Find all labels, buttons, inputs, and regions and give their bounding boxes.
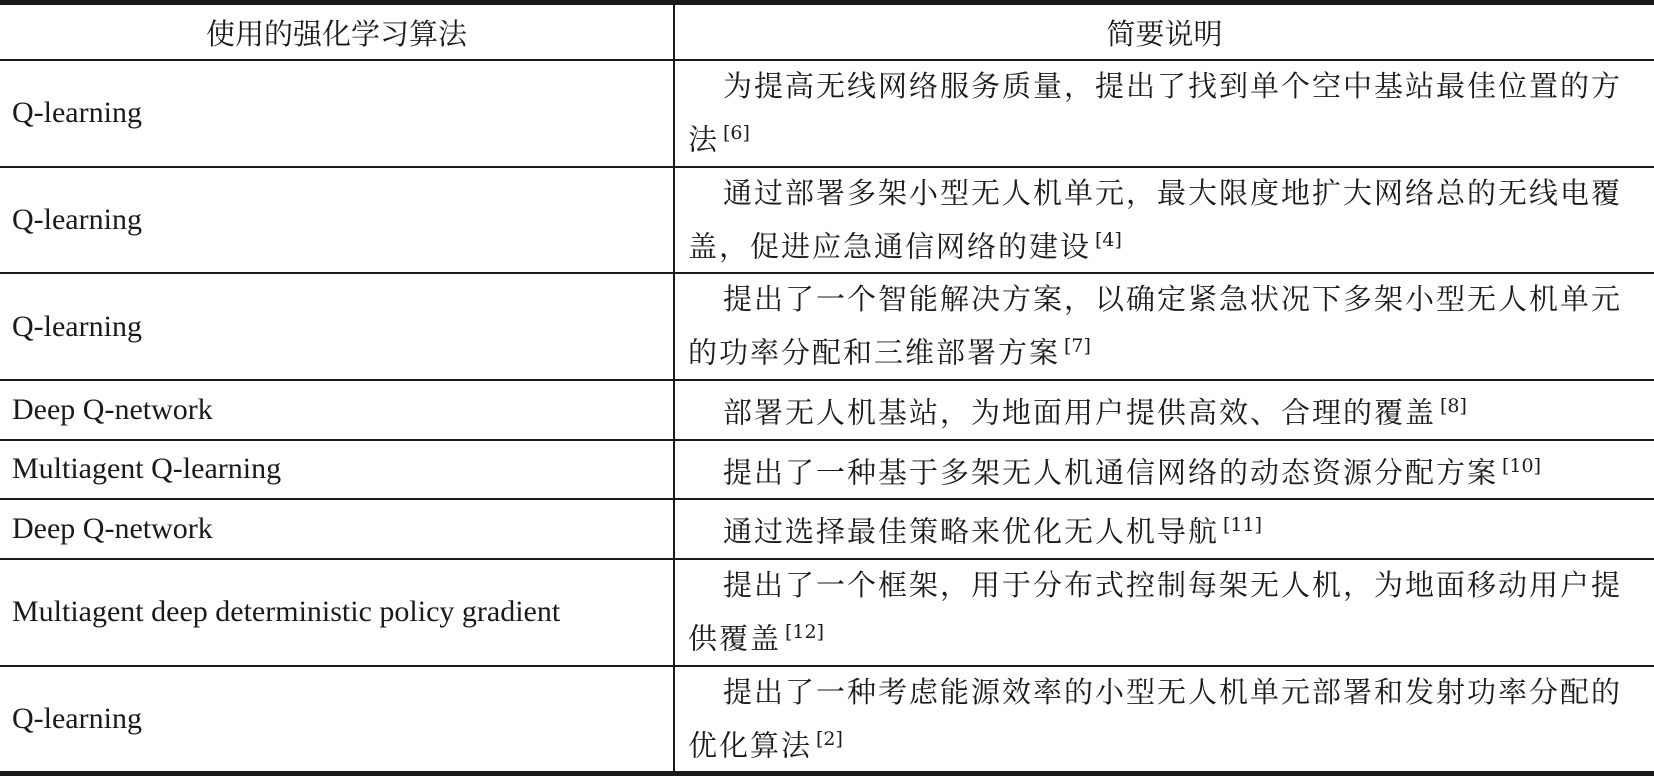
description-text: 提出了一种基于多架无人机通信网络的动态资源分配方案 [723, 455, 1499, 490]
table-row [0, 273, 1654, 380]
description-text: 提出了一个智能解决方案，以确定紧急状况下多架小型无人机单元的功率分配和三维部署方案 [688, 282, 1623, 370]
reference-mark: [12] [785, 620, 825, 643]
reference-mark: [8] [1440, 394, 1467, 417]
table-row [0, 60, 1654, 167]
algorithm-cell: Q-learning [0, 666, 674, 774]
description-text: 部署无人机基站，为地面用户提供高效、合理的覆盖 [723, 395, 1437, 430]
algorithm-cell: Deep Q-network [0, 380, 674, 440]
description-text: 通过选择最佳策略来优化无人机导航 [723, 514, 1220, 549]
table-row [0, 380, 1654, 440]
description-cell [674, 380, 1654, 440]
header-row [0, 3, 1654, 61]
table-row [0, 559, 1654, 666]
description-cell [674, 273, 1654, 380]
reference-mark: [2] [816, 727, 843, 750]
table-row [0, 440, 1654, 500]
reference-mark: [7] [1064, 335, 1091, 358]
description-cell [674, 499, 1654, 559]
reference-mark: [10] [1502, 454, 1542, 477]
description-text: 通过部署多架小型无人机单元，最大限度地扩大网络总的无线电覆盖，促进应急通信网络的建设 [688, 175, 1623, 264]
algorithm-cell: Multiagent deep deterministic policy gradient [0, 559, 674, 666]
header-description: 简要说明 [674, 3, 1654, 61]
reference-mark: [6] [723, 122, 750, 144]
header-algorithm: 使用的强化学习算法 [0, 3, 674, 61]
reference-mark: [4] [1095, 228, 1122, 251]
algorithm-cell: Multiagent Q-learning [0, 440, 674, 500]
reference-mark: [11] [1223, 514, 1263, 537]
description-cell [674, 559, 1654, 666]
table-row [0, 499, 1654, 559]
description-text: 提出了一个框架，用于分布式控制每架无人机，为地面移动用户提供覆盖 [688, 567, 1623, 656]
description-text: 提出了一种考虑能源效率的小型无人机单元部署和发射功率分配的优化算法 [688, 674, 1623, 763]
table-row [0, 167, 1654, 274]
algorithm-cell: Q-learning [0, 273, 674, 380]
description-text: 为提高无线网络服务质量，提出了找到单个空中基站最佳位置的方法 [688, 69, 1623, 157]
description-cell [674, 167, 1654, 274]
table-row [0, 666, 1654, 774]
description-cell [674, 440, 1654, 500]
description-cell [674, 60, 1654, 167]
algorithm-cell: Q-learning [0, 167, 674, 274]
algorithm-cell: Deep Q-network [0, 499, 674, 559]
algorithm-cell: Q-learning [0, 60, 674, 167]
description-cell [674, 666, 1654, 774]
